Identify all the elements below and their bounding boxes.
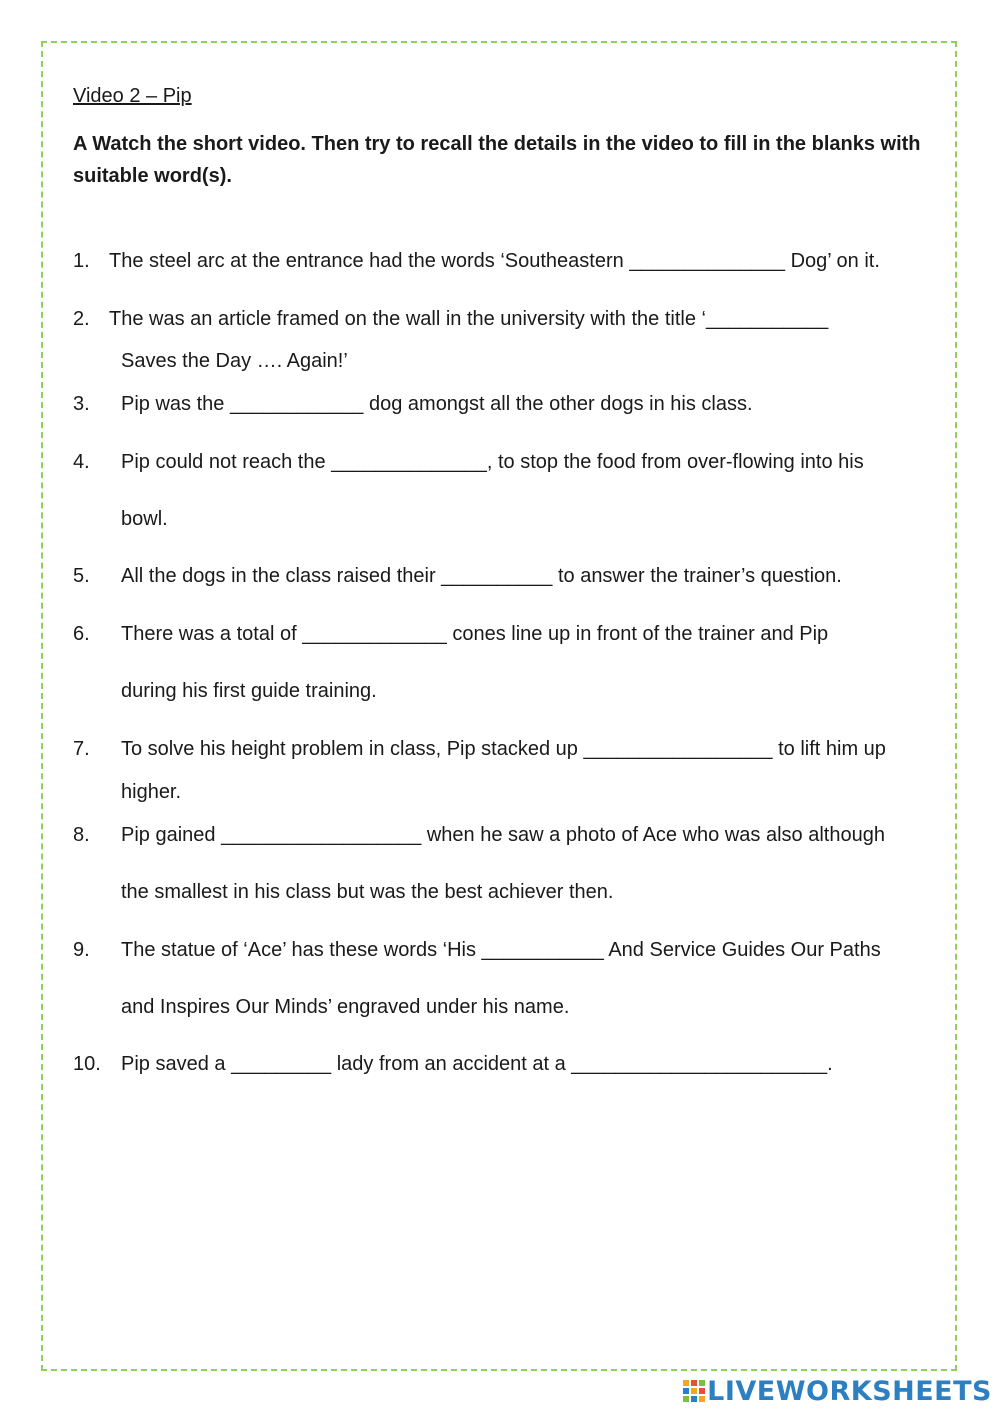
question-text: All the dogs in the class raised their __________ to answer the trainer’s question.	[121, 565, 842, 587]
question-number: 8.	[73, 824, 90, 846]
page-border	[41, 41, 957, 1371]
question-text: the smallest in his class but was the best achiever then.	[121, 881, 614, 903]
question-text: The statue of ‘Ace’ has these words ‘His ___________ And Service Guides Our Paths	[121, 939, 881, 961]
question-text: The was an article framed on the wall in the university with the title ‘___________	[109, 308, 829, 330]
question-text: Pip was the ____________ dog amongst all the other dogs in his class.	[121, 393, 753, 415]
question-number: 6.	[73, 623, 90, 645]
worksheet-title: Video 2 – Pip	[73, 85, 192, 107]
question-number: 3.	[73, 393, 90, 415]
question-number: 9.	[73, 939, 90, 961]
question-text: The steel arc at the entrance had the words ‘Southeastern ______________ Dog’ on it.	[109, 250, 880, 272]
question-number: 10.	[73, 1053, 101, 1075]
question-text: higher.	[121, 781, 182, 803]
brand-name: LIVEWORKSHEETS	[707, 1375, 992, 1407]
question-text: Pip saved a _________ lady from an accident at a _______________________.	[121, 1053, 833, 1075]
question-text: To solve his height problem in class, Pip stacked up _________________ to lift him up	[121, 738, 886, 760]
question-text: bowl.	[121, 508, 168, 530]
question-text: during his first guide training.	[121, 680, 377, 702]
question-number: 2.	[73, 308, 90, 330]
question-text: There was a total of _____________ cones line up in front of the trainer and Pip	[121, 623, 829, 645]
question-number: 5.	[73, 565, 90, 587]
question-text: Saves the Day …. Again!’	[121, 350, 348, 372]
liveworksheets-brand[interactable]	[683, 1375, 992, 1407]
question-number: 4.	[73, 451, 90, 473]
question-text: and Inspires Our Minds’ engraved under his name.	[121, 996, 570, 1018]
question-text: Pip gained __________________ when he saw a photo of Ace who was also although	[121, 824, 885, 846]
liveworksheets-logo-icon	[683, 1380, 705, 1402]
question-number: 7.	[73, 738, 90, 760]
question-text: Pip could not reach the ______________, to stop the food from over-flowing into his	[121, 451, 864, 473]
instructions: A Watch the short video. Then try to recall the details in the video to fill in the blanks with suitable word(s).	[73, 133, 921, 187]
question-number: 1.	[73, 250, 90, 272]
